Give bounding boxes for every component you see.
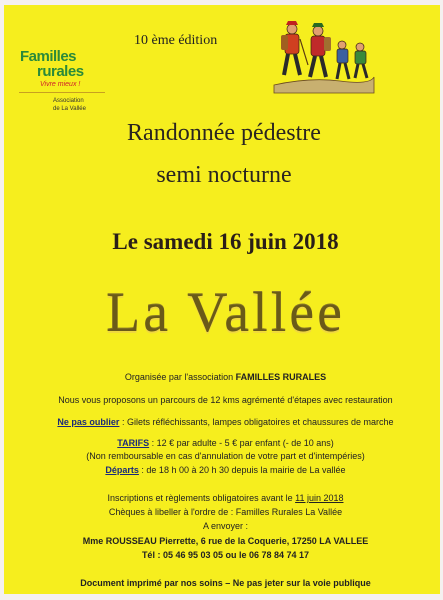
- tarifs-label: TARIFS: [117, 438, 150, 448]
- tarifs-text: : 12 € par adulte - 5 € par enfant (- de 10 ans): [149, 438, 334, 448]
- familles-rurales-logo: [9, 36, 119, 126]
- tarifs-line: [4, 438, 440, 449]
- footer-note: Document imprimé par nos soins – Ne pas jeter sur la voie publique: [80, 578, 371, 588]
- place-name: La Vallée: [106, 282, 345, 344]
- parcours-text: Nous vous proposons un parcours de 12 kms agrémenté d'étapes avec restauration: [58, 395, 393, 405]
- hikers-illustration: [270, 15, 376, 95]
- logo-rule: [19, 92, 105, 93]
- reminder-text: : Gilets réfléchissants, lampes obligatoires et chaussures de marche: [119, 417, 394, 427]
- edition-label: 10 ème édition: [134, 33, 218, 48]
- logo-association-place: de La Vallée: [53, 106, 86, 112]
- event-date: Le samedi 16 juin 2018: [112, 229, 339, 254]
- organised-by: [4, 372, 440, 383]
- registration-line: [4, 493, 440, 504]
- departures-line: [4, 465, 440, 476]
- cheques-line: Chèques à libeller à l'ordre de : Familles Rurales La Vallée: [108, 507, 343, 517]
- reminder-label: Ne pas oublier: [57, 417, 120, 427]
- title-line-2: semi nocturne: [156, 162, 292, 188]
- send-to-label: A envoyer :: [202, 521, 249, 531]
- title-line-1: Randonnée pédestre: [127, 120, 321, 146]
- departures-label: Départs: [105, 465, 139, 475]
- reminder-line: [4, 417, 440, 428]
- logo-word-rurales: rurales: [37, 63, 84, 80]
- non-refundable-note: (Non remboursable en cas d'annulation de votre part et d'intempéries): [86, 451, 365, 461]
- logo-word-familles: Familles: [20, 48, 77, 65]
- postal-address: Mme ROUSSEAU Pierrette, 6 rue de la Coquerie, 17250 LA VALLEE: [82, 536, 369, 546]
- phone-numbers: Tél : 05 46 95 03 05 ou le 06 78 84 74 17: [141, 550, 310, 560]
- departures-text: : de 18 h 00 à 20 h 30 depuis la mairie de La vallée: [138, 465, 346, 475]
- organised-by-prefix: Organisée par l'association: [124, 372, 236, 382]
- registration-prefix: Inscriptions et règlements obligatoires avant le: [107, 493, 296, 503]
- logo-tagline: Vivre mieux !: [40, 81, 81, 88]
- registration-deadline: 11 juin 2018: [295, 493, 344, 503]
- organiser-name: FAMILLES RURALES: [235, 372, 327, 382]
- logo-association: Association: [53, 98, 84, 104]
- poster: [4, 5, 440, 594]
